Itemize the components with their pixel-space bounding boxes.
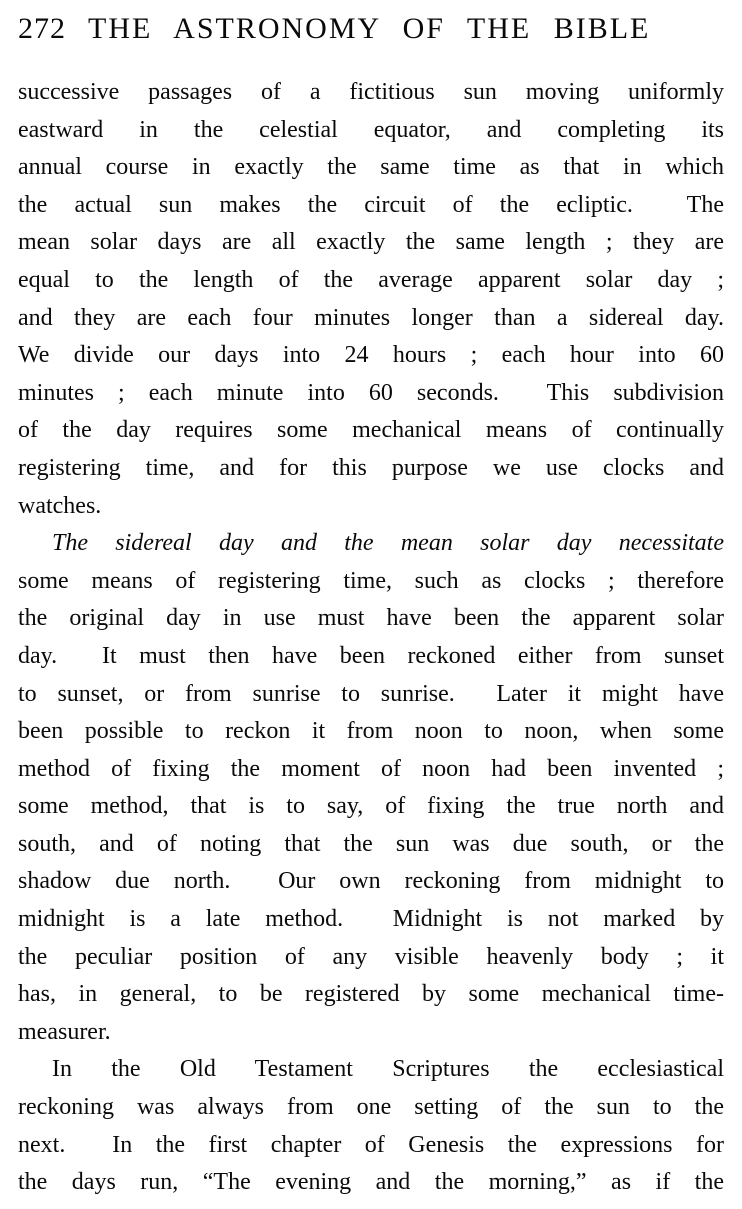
text-line: registering time, and for this purpose we use clocks and <box>18 454 724 481</box>
text-line: midnight is a late method. Midnight is not marked by <box>18 906 724 933</box>
text-line: been possible to reckon it from noon to noon, when some <box>18 718 724 745</box>
text-line: the actual sun makes the circuit of the ecliptic. The <box>18 191 724 218</box>
text-line: day. It must then have been reckoned either from sunset <box>18 642 724 669</box>
text-line: equal to the length of the average apparent solar day ; <box>18 266 724 293</box>
text-line: some means of registering time, such as clocks ; therefore <box>18 567 724 594</box>
page-title: THE ASTRONOMY OF THE BIBLE <box>88 12 651 45</box>
text-line: some method, that is to say, of fixing the true north and <box>18 793 724 820</box>
text-line: The sidereal day and the mean solar day necessitate <box>52 530 724 557</box>
text-line: annual course in exactly the same time as that in which <box>18 154 724 181</box>
text-line: In the Old Testament Scriptures the ecclesiastical <box>52 1056 724 1083</box>
text-line: has, in general, to be registered by some mechanical time- <box>18 981 724 1008</box>
page-header <box>18 8 724 50</box>
text-line: reckoning was always from one setting of the sun to the <box>18 1094 724 1121</box>
text-line: south, and of noting that the sun was due south, or the <box>18 830 724 857</box>
text-line: successive passages of a fictitious sun moving uniformly <box>18 79 724 105</box>
text-line: the days run, “The evening and the morning,” as if the <box>18 1169 724 1196</box>
text-line: and they are each four minutes longer than a sidereal day. <box>18 304 724 331</box>
text-line: to sunset, or from sunrise to sunrise. Later it might have <box>18 680 724 707</box>
text-line: next. In the first chapter of Genesis the expressions for <box>18 1131 724 1158</box>
text-line: shadow due north. Our own reckoning from midnight to <box>18 868 724 895</box>
text-line: of the day requires some mechanical means of continually <box>18 417 724 444</box>
text-line: eastward in the celestial equator, and completing its <box>18 116 724 143</box>
page-number: 272 <box>18 12 66 45</box>
text-line: mean solar days are all exactly the same length ; they are <box>18 229 724 256</box>
text-line: measurer. <box>18 1018 111 1045</box>
text-line: method of fixing the moment of noon had been invented ; <box>18 755 724 782</box>
text-line: We divide our days into 24 hours ; each hour into 60 <box>18 342 724 369</box>
text-line: the original day in use must have been the apparent solar <box>18 605 724 632</box>
text-line: watches. <box>18 492 102 519</box>
text-line: minutes ; each minute into 60 seconds. This subdivision <box>18 379 724 406</box>
text-line: the peculiar position of any visible heavenly body ; it <box>18 943 724 970</box>
page-body <box>18 74 724 1202</box>
